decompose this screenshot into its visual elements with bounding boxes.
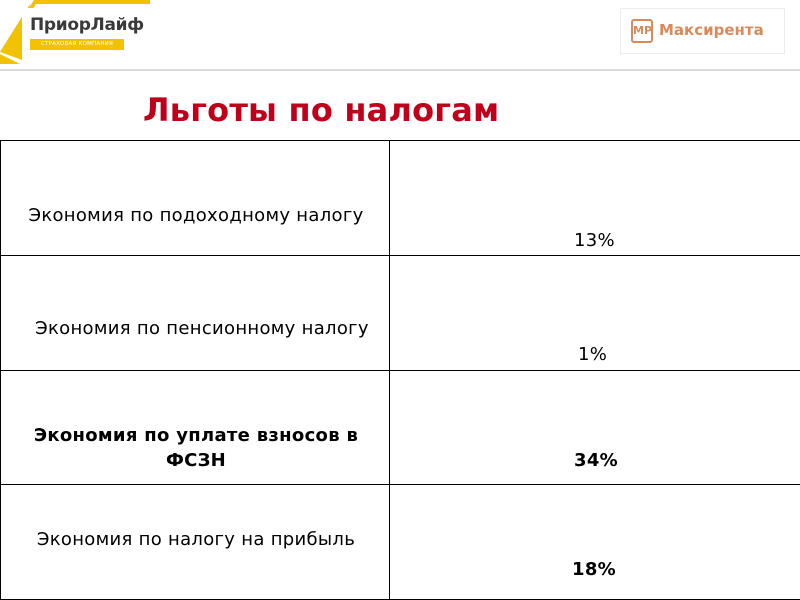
row-value-cell [390, 141, 800, 256]
table-row [1, 485, 800, 600]
pension-tax-savings-value: 1% [578, 343, 608, 365]
header-divider [0, 69, 800, 71]
priorlife-logo [0, 0, 150, 64]
profit-tax-savings-value: 18% [572, 559, 616, 581]
table-row [1, 141, 800, 256]
row-label-cell [1, 255, 390, 370]
fszn-contributions-savings-label: Экономия по уплате взносов в ФСЗН [33, 424, 359, 471]
maxirenta-logo [620, 8, 785, 54]
priorlife-tagline: СТРАХОВАЯ КОМПАНИЯ [30, 39, 124, 50]
page-title: Льготы по налогам [143, 91, 500, 129]
income-tax-savings-label: Экономия по подоходному налогу [28, 205, 364, 226]
row-value-cell [390, 255, 800, 370]
priorlife-brand-name: ПриорЛайф [30, 15, 144, 35]
fszn-contributions-savings-value: 34% [574, 449, 618, 471]
tax-benefits-table [0, 140, 800, 600]
income-tax-savings-value: 13% [574, 230, 615, 251]
pension-tax-savings-label: Экономия по пенсионному налогу [35, 317, 369, 339]
table-row [1, 255, 800, 370]
row-label-cell [1, 370, 390, 485]
profit-tax-savings-label: Экономия по налогу на прибыль [36, 529, 356, 551]
row-label-cell [1, 485, 390, 600]
maxirenta-mark-icon: МР [631, 19, 653, 43]
row-label-cell [1, 141, 390, 256]
row-value-cell [390, 370, 800, 485]
table-row [1, 370, 800, 485]
maxirenta-brand-name: Максирента [659, 21, 764, 39]
row-value-cell [390, 485, 800, 600]
